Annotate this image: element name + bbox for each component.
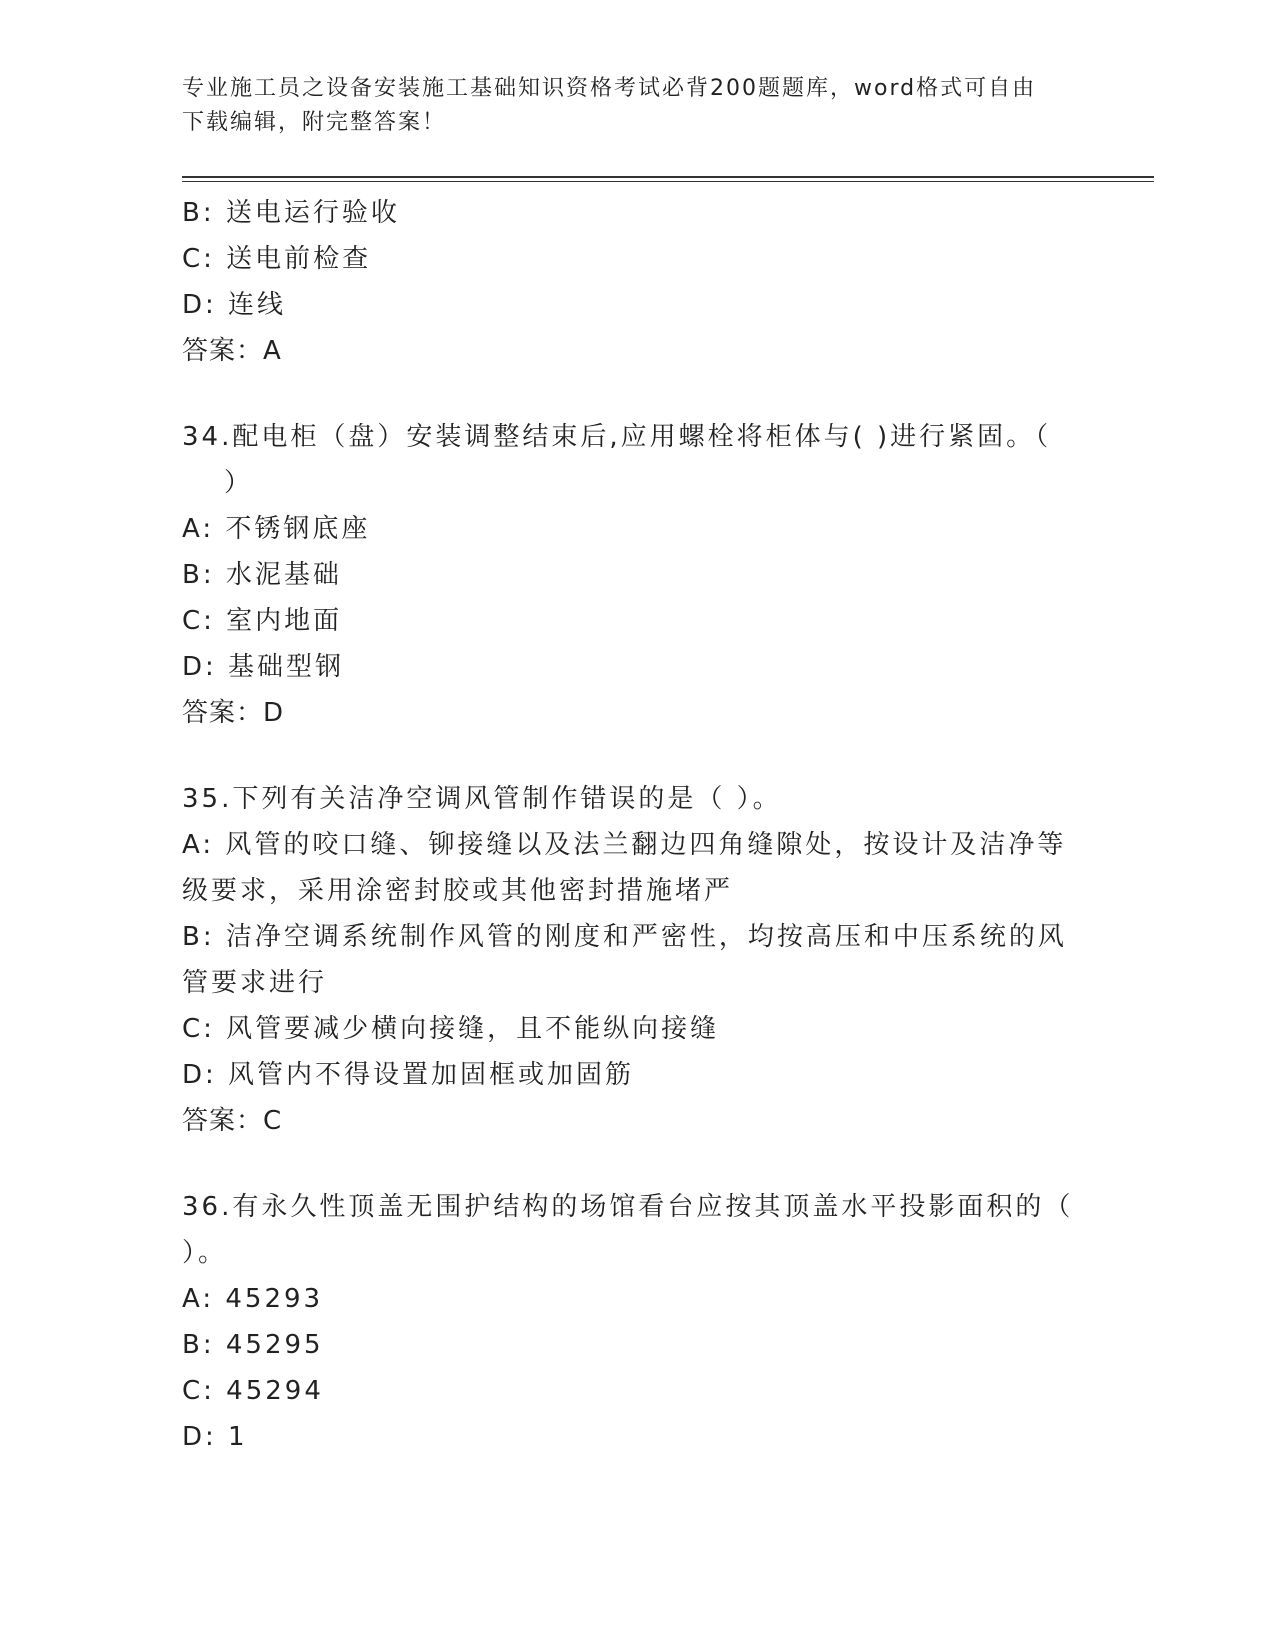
q35-answer: 答案：C (182, 1106, 283, 1136)
q35-option-a-line-2: 级要求，采用涂密封胶或其他密封措施堵严 (182, 876, 734, 906)
header-line-2: 下载编辑，附完整答案！ (182, 110, 447, 135)
document-header (182, 72, 1062, 140)
q33-option-b: B: 送电运行验收 (182, 198, 400, 228)
q34-option-a: A: 不锈钢底座 (182, 514, 371, 544)
header-divider-thin (182, 181, 1154, 182)
question-spacer (182, 374, 1062, 414)
q33-answer: 答案：A (182, 336, 282, 366)
q34-option-b: B: 水泥基础 (182, 560, 342, 590)
q35-option-d: D: 风管内不得设置加固框或加固筋 (182, 1060, 635, 1090)
q33-option-c: C: 送电前检查 (182, 244, 372, 274)
question-36 (182, 1184, 1074, 1460)
question-33 (182, 190, 1062, 374)
question-spacer (182, 736, 1062, 776)
header-divider-thick (182, 176, 1154, 178)
question-35 (182, 776, 1067, 1144)
q34-stem-line-1: 34.配电柜（盘）安装调整结束后,应用螺栓将柜体与( )进行紧固。（ (182, 422, 1052, 452)
q36-option-a: A: 45293 (182, 1284, 324, 1314)
q36-option-c: C: 45294 (182, 1376, 324, 1406)
q36-option-d: D: 1 (182, 1422, 248, 1452)
header-line-1: 专业施工员之设备安装施工基础知识资格考试必背200题题库，word格式可自由 (182, 76, 1037, 101)
q35-option-c: C: 风管要减少横向接缝，且不能纵向接缝 (182, 1014, 720, 1044)
q33-option-d: D: 连线 (182, 290, 287, 320)
q34-option-c: C: 室内地面 (182, 606, 343, 636)
question-list (182, 190, 1074, 1460)
question-spacer (182, 1144, 1062, 1184)
q34-stem-line-2: ） (224, 468, 254, 498)
q35-option-a-line-1: A: 风管的咬口缝、铆接缝以及法兰翻边四角缝隙处，按设计及洁净等 (182, 830, 1067, 860)
q36-stem-line-2: ）。 (182, 1238, 228, 1268)
q36-option-b: B: 45295 (182, 1330, 324, 1360)
question-34 (182, 414, 1062, 736)
q34-option-d: D: 基础型钢 (182, 652, 345, 682)
q35-stem: 35.下列有关洁净空调风管制作错误的是（ ）。 (182, 784, 782, 814)
q36-stem-line-1: 36.有永久性顶盖无围护结构的场馆看台应按其顶盖水平投影面积的（ (182, 1192, 1074, 1222)
q35-option-b-line-1: B: 洁净空调系统制作风管的刚度和严密性，均按高压和中压系统的风 (182, 922, 1067, 952)
q35-option-b-line-2: 管要求进行 (182, 968, 328, 998)
q34-answer: 答案：D (182, 698, 285, 728)
